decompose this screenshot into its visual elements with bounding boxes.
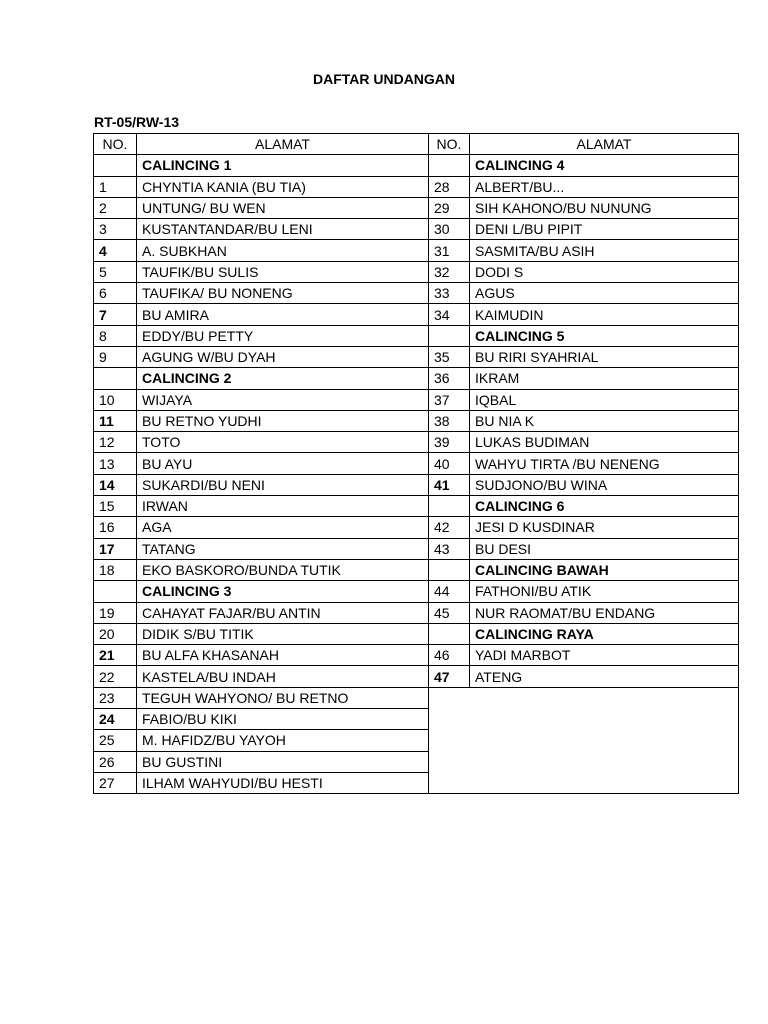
table-row — [94, 432, 739, 453]
row-number: 4 — [94, 240, 137, 261]
row-address: AGUNG W/BU DYAH — [137, 346, 429, 367]
row-address: ALBERT/BU... — [470, 176, 739, 197]
table-row — [94, 517, 739, 538]
row-number: 6 — [94, 283, 137, 304]
row-address: SIH KAHONO/BU NUNUNG — [470, 197, 739, 218]
row-address: A. SUBKHAN — [137, 240, 429, 261]
row-number: 20 — [94, 623, 137, 644]
row-number: 25 — [94, 730, 137, 751]
row-number: 35 — [429, 346, 470, 367]
row-number — [429, 496, 470, 517]
row-address: DENI L/BU PIPIT — [470, 219, 739, 240]
row-address: JESI D KUSDINAR — [470, 517, 739, 538]
row-number: 42 — [429, 517, 470, 538]
empty-cell-block — [429, 687, 739, 793]
table-row — [94, 283, 739, 304]
row-address: SUDJONO/BU WINA — [470, 474, 739, 495]
row-number: 37 — [429, 389, 470, 410]
row-number: 10 — [94, 389, 137, 410]
row-number: 28 — [429, 176, 470, 197]
table-row — [94, 325, 739, 346]
header-no-right: NO. — [429, 134, 470, 155]
row-number: 29 — [429, 197, 470, 218]
section-heading: CALINCING RAYA — [470, 623, 739, 644]
row-address: ILHAM WAHYUDI/BU HESTI — [137, 772, 429, 793]
table-row — [94, 240, 739, 261]
row-address: FABIO/BU KIKI — [137, 709, 429, 730]
row-number: 26 — [94, 751, 137, 772]
row-number: 27 — [94, 772, 137, 793]
row-address: BU AYU — [137, 453, 429, 474]
row-address: WAHYU TIRTA /BU NENENG — [470, 453, 739, 474]
row-address: TATANG — [137, 538, 429, 559]
row-address: TEGUH WAHYONO/ BU RETNO — [137, 687, 429, 708]
section-heading: CALINCING 6 — [470, 496, 739, 517]
row-address: YADI MARBOT — [470, 645, 739, 666]
row-number: 44 — [429, 581, 470, 602]
row-address: KUSTANTANDAR/BU LENI — [137, 219, 429, 240]
row-address: DIDIK S/BU TITIK — [137, 623, 429, 644]
table-row — [94, 219, 739, 240]
row-number: 33 — [429, 283, 470, 304]
row-number: 11 — [94, 410, 137, 431]
row-number — [94, 155, 137, 176]
row-number: 34 — [429, 304, 470, 325]
table-row — [94, 538, 739, 559]
row-address: BU NIA K — [470, 410, 739, 431]
row-number — [429, 623, 470, 644]
row-address: KASTELA/BU INDAH — [137, 666, 429, 687]
row-address: IQBAL — [470, 389, 739, 410]
row-number: 24 — [94, 709, 137, 730]
row-address: ATENG — [470, 666, 739, 687]
table-row — [94, 304, 739, 325]
row-address: EDDY/BU PETTY — [137, 325, 429, 346]
row-address: UNTUNG/ BU WEN — [137, 197, 429, 218]
row-address: IKRAM — [470, 368, 739, 389]
row-number: 17 — [94, 538, 137, 559]
row-address: BU DESI — [470, 538, 739, 559]
document-subtitle: RT-05/RW-13 — [94, 114, 180, 130]
table-row — [94, 261, 739, 282]
header-alamat-right: ALAMAT — [470, 134, 739, 155]
row-number: 9 — [94, 346, 137, 367]
row-address: EKO BASKORO/BUNDA TUTIK — [137, 559, 429, 580]
section-heading: CALINCING 2 — [137, 368, 429, 389]
table-row — [94, 474, 739, 495]
section-heading: CALINCING BAWAH — [470, 559, 739, 580]
row-number — [429, 325, 470, 346]
row-address: AGUS — [470, 283, 739, 304]
section-heading: CALINCING 3 — [137, 581, 429, 602]
table-row — [94, 368, 739, 389]
row-address: KAIMUDIN — [470, 304, 739, 325]
row-address: M. HAFIDZ/BU YAYOH — [137, 730, 429, 751]
row-address: CHYNTIA KANIA (BU TIA) — [137, 176, 429, 197]
row-number — [94, 581, 137, 602]
row-number: 22 — [94, 666, 137, 687]
row-number: 39 — [429, 432, 470, 453]
row-address: BU RETNO YUDHI — [137, 410, 429, 431]
section-heading: CALINCING 4 — [470, 155, 739, 176]
row-address: IRWAN — [137, 496, 429, 517]
table-row — [94, 496, 739, 517]
row-address: CAHAYAT FAJAR/BU ANTIN — [137, 602, 429, 623]
row-address: SASMITA/BU ASIH — [470, 240, 739, 261]
row-number: 13 — [94, 453, 137, 474]
table-row — [94, 602, 739, 623]
row-number: 36 — [429, 368, 470, 389]
table-header-row — [94, 134, 739, 155]
row-number: 41 — [429, 474, 470, 495]
row-number: 18 — [94, 559, 137, 580]
table-row — [94, 410, 739, 431]
row-address: BU AMIRA — [137, 304, 429, 325]
table-row — [94, 197, 739, 218]
row-number: 16 — [94, 517, 137, 538]
row-number: 12 — [94, 432, 137, 453]
row-number: 7 — [94, 304, 137, 325]
row-number: 1 — [94, 176, 137, 197]
row-address: FATHONI/BU ATIK — [470, 581, 739, 602]
row-number — [429, 559, 470, 580]
table-row — [94, 623, 739, 644]
row-number: 23 — [94, 687, 137, 708]
table-row — [94, 176, 739, 197]
row-number: 32 — [429, 261, 470, 282]
row-address: TAUFIKA/ BU NONENG — [137, 283, 429, 304]
table-row — [94, 453, 739, 474]
row-number: 40 — [429, 453, 470, 474]
row-number: 31 — [429, 240, 470, 261]
header-no-left: NO. — [94, 134, 137, 155]
invitation-table — [93, 133, 739, 794]
table-row — [94, 666, 739, 687]
row-address: TOTO — [137, 432, 429, 453]
row-number: 30 — [429, 219, 470, 240]
row-number: 2 — [94, 197, 137, 218]
table-row — [94, 559, 739, 580]
table-row — [94, 645, 739, 666]
row-number — [429, 155, 470, 176]
document-title: DAFTAR UNDANGAN — [312, 71, 456, 87]
row-number: 47 — [429, 666, 470, 687]
row-address: BU GUSTINI — [137, 751, 429, 772]
row-number: 45 — [429, 602, 470, 623]
table-row — [94, 346, 739, 367]
section-heading: CALINCING 1 — [137, 155, 429, 176]
row-number: 19 — [94, 602, 137, 623]
row-address: SUKARDI/BU NENI — [137, 474, 429, 495]
table-row — [94, 687, 739, 708]
row-address: LUKAS BUDIMAN — [470, 432, 739, 453]
row-number: 5 — [94, 261, 137, 282]
table-row — [94, 581, 739, 602]
row-number: 43 — [429, 538, 470, 559]
row-address: NUR RAOMAT/BU ENDANG — [470, 602, 739, 623]
row-number — [94, 368, 137, 389]
row-number: 3 — [94, 219, 137, 240]
row-number: 38 — [429, 410, 470, 431]
row-number: 8 — [94, 325, 137, 346]
section-heading: CALINCING 5 — [470, 325, 739, 346]
table-row — [94, 389, 739, 410]
row-address: BU ALFA KHASANAH — [137, 645, 429, 666]
row-number: 14 — [94, 474, 137, 495]
row-number: 21 — [94, 645, 137, 666]
row-number: 46 — [429, 645, 470, 666]
header-alamat-left: ALAMAT — [137, 134, 429, 155]
row-address: WIJAYA — [137, 389, 429, 410]
row-number: 15 — [94, 496, 137, 517]
row-address: DODI S — [470, 261, 739, 282]
row-address: AGA — [137, 517, 429, 538]
table-row — [94, 155, 739, 176]
row-address: BU RIRI SYAHRIAL — [470, 346, 739, 367]
row-address: TAUFIK/BU SULIS — [137, 261, 429, 282]
